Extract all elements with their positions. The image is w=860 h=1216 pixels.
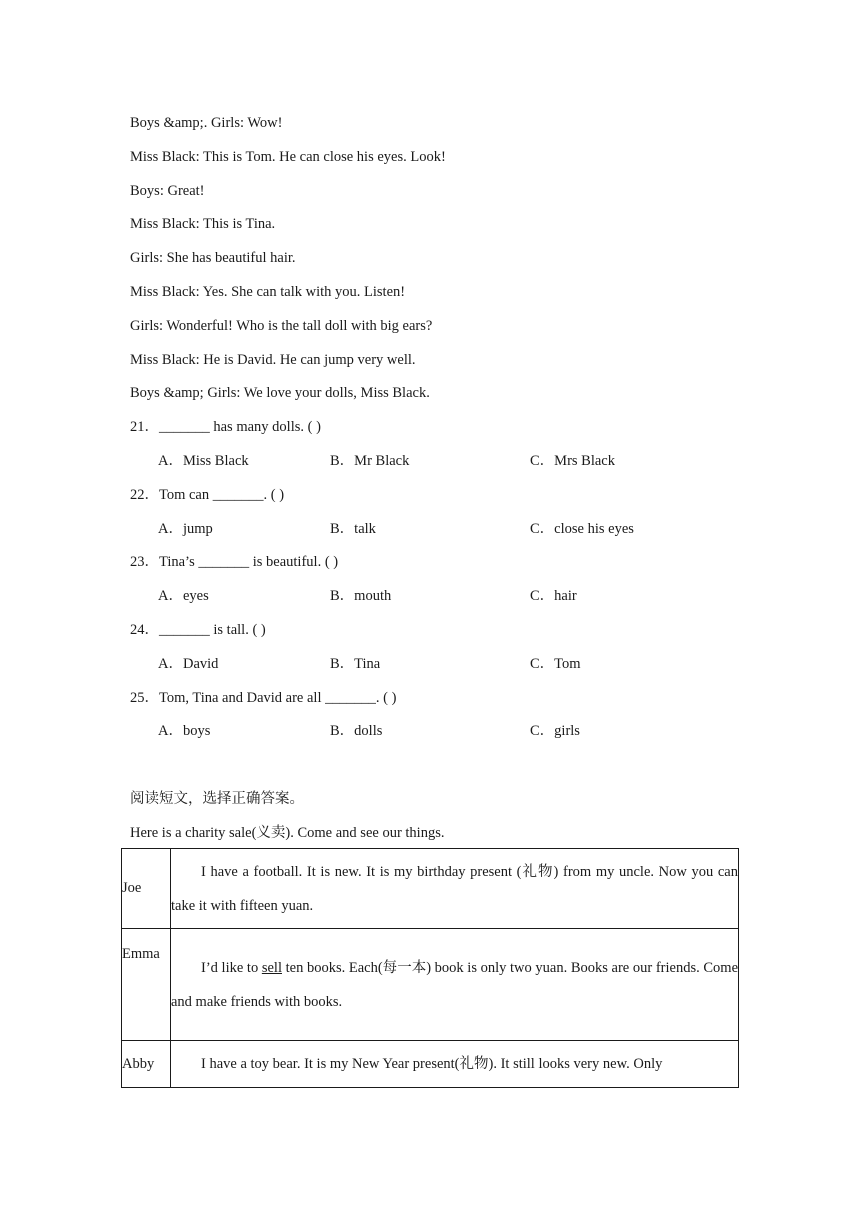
question-23: 23．Tina’s _______ is beautiful. ( ) xyxy=(130,554,339,570)
item-description: I have a football. It is new. It is my birthday present (礼物) from my uncle. Now you can take it with fifteen yuan. xyxy=(171,849,739,929)
q25-option-c: C．girls xyxy=(530,723,580,739)
q23-option-b: B．mouth xyxy=(330,588,392,604)
q22-option-c: C．close his eyes xyxy=(530,521,634,537)
q25-option-a: A．boys xyxy=(158,723,211,739)
q23-option-a: A．eyes xyxy=(158,588,209,604)
section-instruction: 阅读短文，选择正确答案。 xyxy=(130,791,304,807)
dialogue-line: Miss Black: This is Tom. He can close his eyes. Look! xyxy=(130,149,446,165)
table-row xyxy=(122,1041,739,1088)
charity-sale-table xyxy=(121,848,739,1088)
seller-name: Joe xyxy=(122,849,171,929)
q22-option-a: A．jump xyxy=(158,521,213,537)
dialogue-line: Boys &amp;. Girls: Wow! xyxy=(130,115,283,131)
dialogue-line: Miss Black: This is Tina. xyxy=(130,216,276,232)
dialogue-line: Girls: Wonderful! Who is the tall doll with big ears? xyxy=(130,318,433,334)
dialogue-line: Miss Black: He is David. He can jump very well. xyxy=(130,352,416,368)
underlined-word: sell xyxy=(261,959,282,976)
q21-option-a: A．Miss Black xyxy=(158,453,249,469)
item-description: I have a toy bear. It is my New Year present(礼物). It still looks very new. Only xyxy=(171,1041,739,1088)
question-22: 22．Tom can _______. ( ) xyxy=(130,487,285,503)
question-25: 25．Tom, Tina and David are all _______. ( ) xyxy=(130,690,397,706)
dialogue-line: Boys: Great! xyxy=(130,183,205,199)
table-row xyxy=(122,849,739,929)
description-text: ten books. Each(每一本) book is only two yuan. Books are our friends. Come and make friends with books. xyxy=(171,959,739,1010)
item-description xyxy=(171,929,739,1041)
q23-option-c: C．hair xyxy=(530,588,577,604)
question-24: 24．_______ is tall. ( ) xyxy=(130,622,266,638)
seller-name: Abby xyxy=(122,1041,171,1088)
dialogue-line: Boys &amp; Girls: We love your dolls, Miss Black. xyxy=(130,385,430,401)
q24-option-b: B．Tina xyxy=(330,656,381,672)
q21-option-b: B．Mr Black xyxy=(330,453,410,469)
seller-name: Emma xyxy=(122,929,171,1041)
q24-option-c: C．Tom xyxy=(530,656,581,672)
table-row xyxy=(122,929,739,1041)
passage-intro: Here is a charity sale(义卖). Come and see our things. xyxy=(130,825,445,841)
question-21: 21．_______ has many dolls. ( ) xyxy=(130,419,321,435)
dialogue-line: Miss Black: Yes. She can talk with you. Listen! xyxy=(130,284,406,300)
description-text: I’d like to xyxy=(201,959,262,976)
q24-option-a: A．David xyxy=(158,656,219,672)
q22-option-b: B．talk xyxy=(330,521,376,537)
dialogue-line: Girls: She has beautiful hair. xyxy=(130,250,296,266)
q21-option-c: C．Mrs Black xyxy=(530,453,615,469)
q25-option-b: B．dolls xyxy=(330,723,383,739)
